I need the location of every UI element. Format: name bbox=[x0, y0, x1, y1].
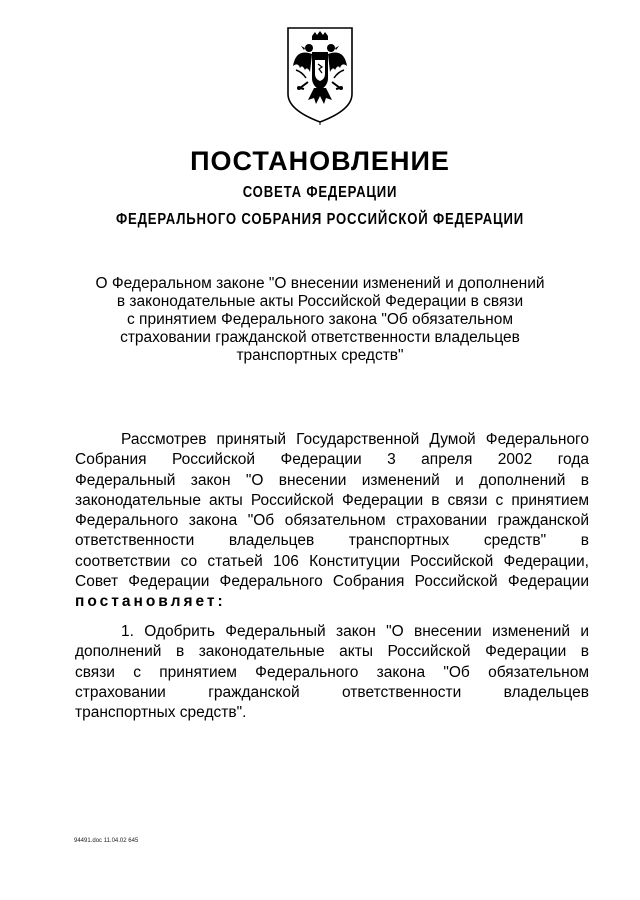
resolution-subject bbox=[60, 275, 580, 365]
paragraph-line: дополнений в законодательные акты Российской Федерации в bbox=[75, 643, 589, 661]
resolves-word: постановляет: bbox=[75, 593, 226, 611]
paragraph-line: соответствии со статьей 106 Конституции Российской Федерации, bbox=[75, 552, 589, 570]
paragraph-line: страховании гражданской ответственности владельцев bbox=[75, 683, 589, 701]
paragraph-line: Собрания Российской Федерации 3 апреля 2002 года bbox=[75, 451, 589, 469]
issuer-line-1: СОВЕТА ФЕДЕРАЦИИ bbox=[242, 184, 398, 201]
subject-line: страховании гражданской ответственности владельцев bbox=[120, 329, 520, 346]
paragraph-line: 1. Одобрить Федеральный закон "О внесении изменений и bbox=[121, 623, 589, 640]
subject-line: транспортных средств" bbox=[236, 347, 404, 364]
paragraph-line: законодательные акты Российской Федерации в связи с принятием bbox=[75, 491, 589, 509]
issuer-line-2: ФЕДЕРАЛЬНОГО СОБРАНИЯ РОССИЙСКОЙ ФЕДЕРАЦИИ bbox=[116, 211, 524, 228]
double-headed-eagle-coat-of-arms-icon bbox=[282, 22, 358, 126]
paragraph-line: связи с принятием Федерального закона "Об обязательном bbox=[75, 663, 589, 681]
document-title: ПОСТАНОВЛЕНИЕ bbox=[190, 146, 450, 176]
item-1-paragraph bbox=[75, 622, 589, 723]
paragraph-line: ответственности владельцев транспортных средств" в bbox=[75, 532, 589, 550]
subject-line: О Федеральном законе "О внесении изменений и дополнений bbox=[95, 275, 545, 292]
preamble-paragraph bbox=[75, 430, 589, 613]
paragraph-line: транспортных средств". bbox=[75, 704, 247, 722]
subject-line: с принятием Федерального закона "Об обязательном bbox=[127, 311, 513, 328]
file-reference-footer: 94491.doc 11.04.02 645 bbox=[74, 838, 139, 844]
paragraph-line: Федерального закона "Об обязательном страховании гражданской bbox=[75, 512, 589, 530]
paragraph-line: Совет Федерации Федерального Собрания Российской Федерации bbox=[75, 573, 589, 591]
paragraph-line: Федеральный закон "О внесении изменений и дополнений в bbox=[75, 471, 589, 489]
subject-line: в законодательные акты Российской Федерации в связи bbox=[116, 293, 524, 310]
paragraph-line: Рассмотрев принятый Государственной Думой Федерального bbox=[121, 431, 589, 448]
